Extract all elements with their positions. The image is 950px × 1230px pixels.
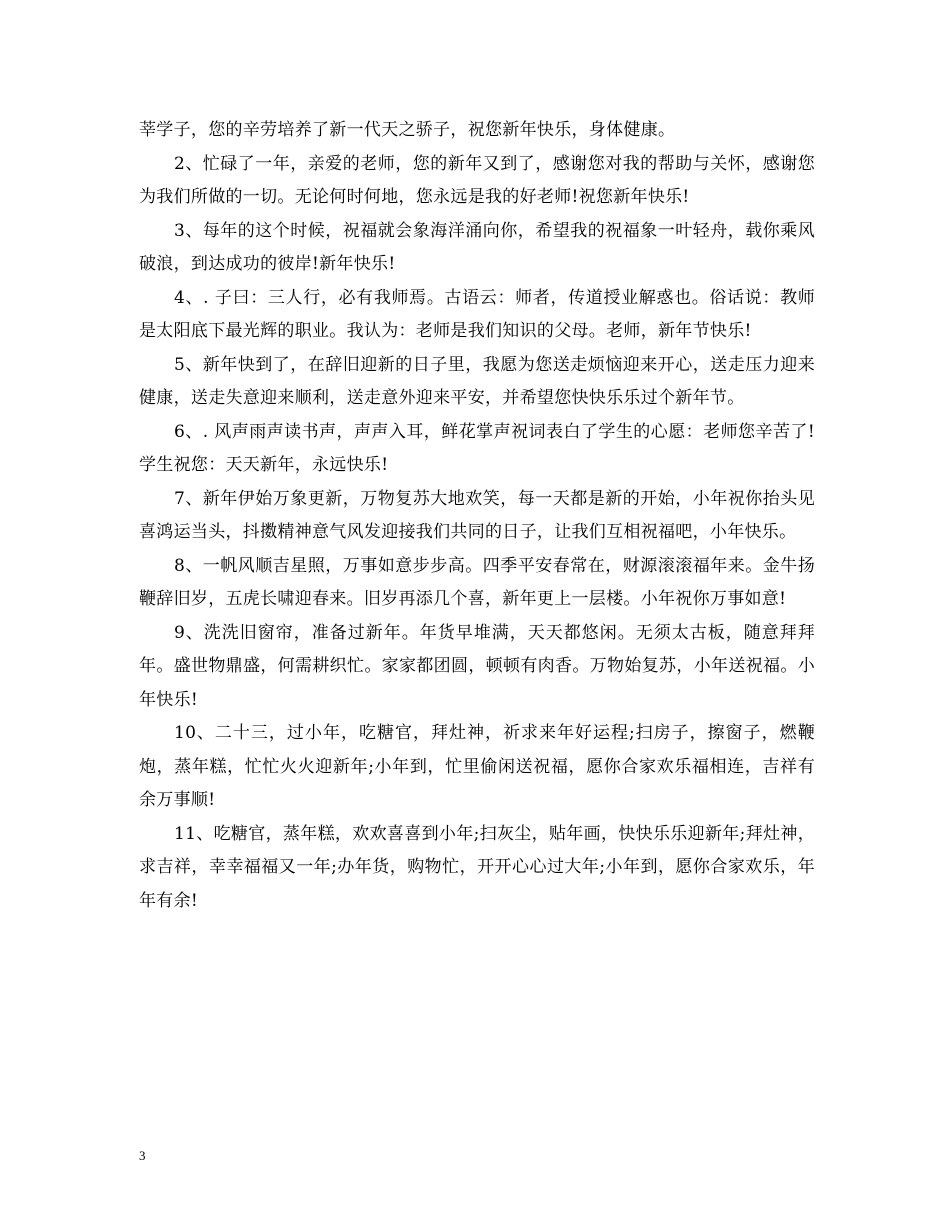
page-number: 3 (139, 1148, 146, 1163)
paragraph-item-10: 10、二十三，过小年，吃糖官，拜灶神，祈求来年好运程;扫房子，擦窗子，燃鞭炮，蒸年糕，忙忙火火迎新年;小年到，忙里偷闲送祝福，愿你合家欢乐福相连，吉祥有余万事顺! (139, 723, 815, 810)
paragraph-item-11: 11、吃糖官，蒸年糕，欢欢喜喜到小年;扫灰尘，贴年画，快快乐乐迎新年;拜灶神，求吉祥，幸幸福福又一年;办年货，购物忙，开开心心过大年;小年到，愿你合家欢乐，年年有余! (139, 823, 815, 911)
paragraph-item-7: 7、新年伊始万象更新，万物复苏大地欢笑，每一天都是新的开始，小年祝你抬头见喜鸿运当头，抖擞精神意气风发迎接我们共同的日子，让我们互相祝福吧，小年快乐。 (139, 488, 815, 542)
paragraph-continuation: 莘学子，您的辛劳培养了新一代天之骄子，祝您新年快乐，身体健康。 (139, 120, 676, 140)
paragraph-item-6: 6、. 风声雨声读书声，声声入耳，鲜花掌声祝词表白了学生的心愿：老师您辛苦了!学生祝您：天天新年，永远快乐! (139, 421, 815, 475)
paragraph-item-2: 2、忙碌了一年，亲爱的老师，您的新年又到了，感谢您对我的帮助与关怀，感谢您为我们所做的一切。无论何时何地，您永远是我的好老师!祝您新年快乐! (139, 153, 815, 207)
document-body (139, 114, 815, 918)
paragraph-item-5: 5、新年快到了，在辞旧迎新的日子里，我愿为您送走烦恼迎来开心，送走压力迎来健康，送走失意迎来顺利，送走意外迎来平安，并希望您快快乐乐过个新年节。 (139, 354, 815, 408)
paragraph-item-4: 4、. 子曰：三人行，必有我师焉。古语云：师者，传道授业解惑也。俗话说：教师是太阳底下最光辉的职业。我认为：老师是我们知识的父母。老师，新年节快乐! (139, 287, 815, 341)
paragraph-item-8: 8、一帆风顺吉星照，万事如意步步高。四季平安春常在，财源滚滚福年来。金牛扬鞭辞旧岁，五虎长啸迎春来。旧岁再添几个喜，新年更上一层楼。小年祝你万事如意! (139, 555, 815, 609)
paragraph-item-3: 3、每年的这个时候，祝福就会象海洋涌向你，希望我的祝福象一叶轻舟，载你乘风破浪，到达成功的彼岸!新年快乐! (139, 220, 815, 274)
paragraph-item-9: 9、洗洗旧窗帘，准备过新年。年货早堆满，天天都悠闲。无须太古板，随意拜拜年。盛世物鼎盛，何需耕织忙。家家都团圆，顿顿有肉香。万物始复苏，小年送祝福。小年快乐! (139, 622, 815, 710)
